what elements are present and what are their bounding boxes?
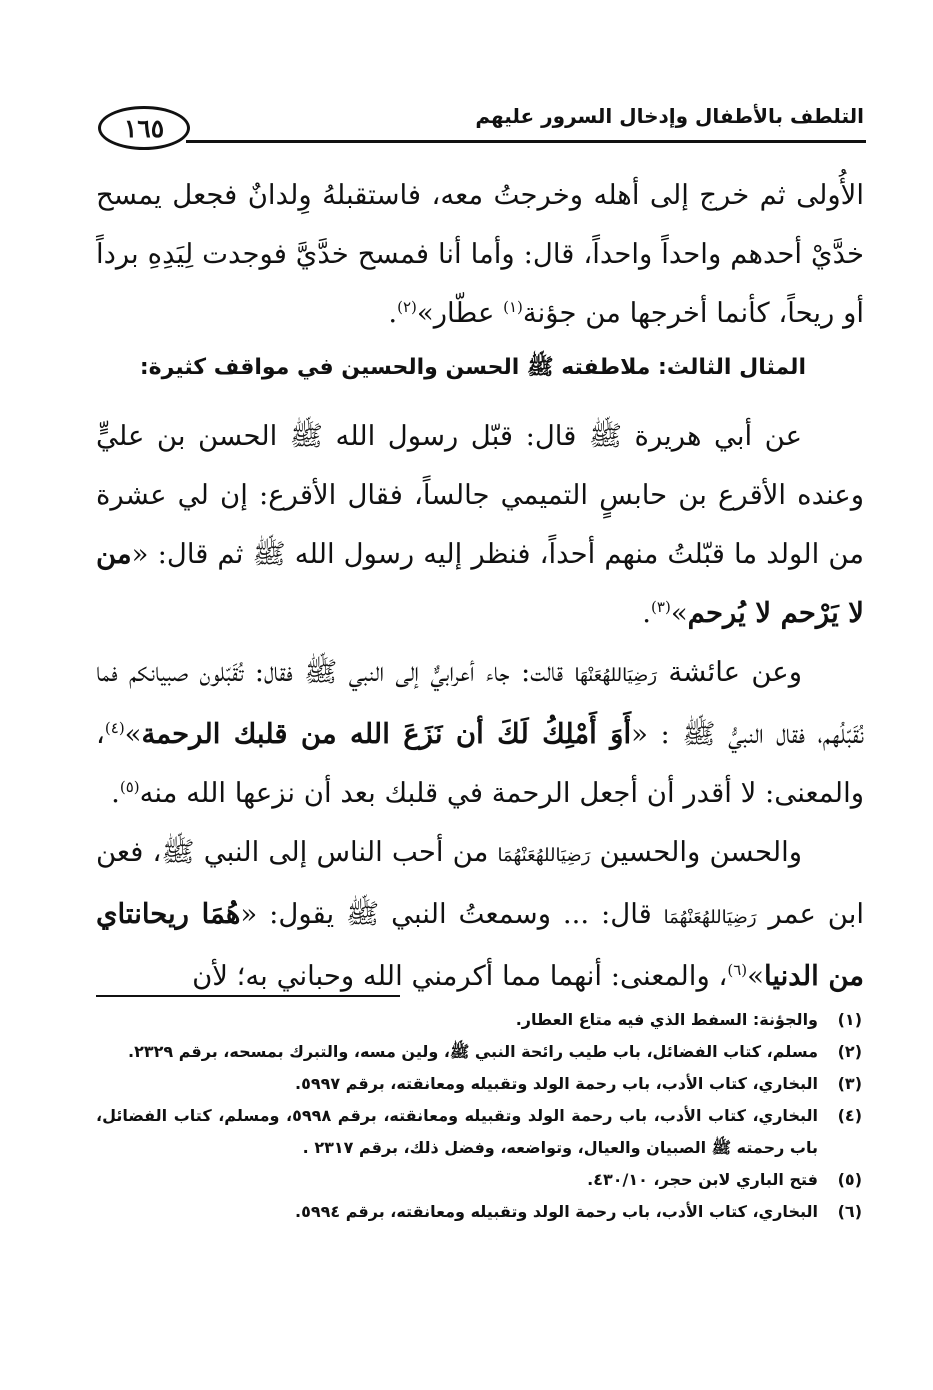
footnote-separator xyxy=(96,995,400,997)
footnote-item xyxy=(96,1196,864,1228)
paragraph-1-tail: . xyxy=(388,297,398,329)
paragraph-2 xyxy=(96,407,864,643)
footnote-ref-4: (٤) xyxy=(104,718,125,737)
hadith-quote-3: هُمَا ريحانتاي من الدنيا xyxy=(96,898,864,992)
honorific-glyph: رَضِيَاللهُعَنْهُمَا xyxy=(497,845,591,866)
paragraph-3-mid: قالت: جاء أعرابيٌّ إلى النبي ﷺ فقال: تُقَبّلون صبيانكم فما نُقَبّلُهم، فقال النبيُّ ﷺ : « xyxy=(96,656,864,750)
honorific-glyph: رَضِيَاللهُعَنْهَا xyxy=(574,665,658,686)
quote-close-2: » xyxy=(124,718,142,750)
hadith-quote-1: من لا يَرْحم لا يُرحم xyxy=(96,538,864,629)
footnote-ref-2: (٢) xyxy=(397,297,417,316)
footnote-text: البخاري، كتاب الأدب، باب رحمة الولد وتقبيله ومعانقته، برقم ٥٩٩٨، ومسلم، كتاب الفضائل، باب رحمته ﷺ الصبيان والعيال، وتواضعه، وفضل ذلك، برقم ٢٣١٧ . xyxy=(96,1106,818,1157)
footnote-text: فتح الباري لابن حجر، ٤٣٠/١٠. xyxy=(587,1170,818,1189)
paragraph-4-mid2: قال: ... وسمعتُ النبي ﷺ يقول: « xyxy=(240,898,664,930)
paragraph-4-end: ، والمعنى: أنهما مما أكرمني الله وحباني به؛ لأن xyxy=(192,960,728,992)
chapter-title: التلطف بالأطفال وإدخال السرور عليهم xyxy=(475,104,864,128)
footnote-ref-1: (١) xyxy=(503,297,523,316)
footnote-number: (٢) xyxy=(837,1042,862,1061)
paragraph-4-text: والحسن والحسين xyxy=(590,836,802,868)
running-header xyxy=(96,100,866,160)
paragraph-4 xyxy=(96,823,864,1006)
footnote-ref-3: (٣) xyxy=(651,597,671,616)
quote-close-1: » xyxy=(670,597,688,629)
footnote-item xyxy=(96,1164,864,1196)
footnote-number: (٤) xyxy=(837,1106,862,1125)
footnote-number: (٥) xyxy=(837,1170,862,1189)
footnote-text: مسلم، كتاب الفضائل، باب طيب رائحة النبي ﷺ، ولين مسه، والتبرك بمسحه، برقم ٢٣٢٩. xyxy=(128,1042,818,1061)
paragraph-1-text: الأُولى ثم خرج إلى أهله وخرجتُ معه، فاستقبلهُ وِلدانٌ فجعل يمسح خدَّيْ أحدهم واحداً واحداً، قال: وأما أنا فمسح خدَّيَّ فوجدت لِيَدِهِ برداً أو ريحاً، كأنما أخرجها من جؤنة xyxy=(96,179,864,329)
footnote-text: البخاري، كتاب الأدب، باب رحمة الولد وتقبيله ومعانقته، برقم ٥٩٩٤. xyxy=(295,1202,818,1221)
footnote-number: (٣) xyxy=(837,1074,862,1093)
page-number: ١٦٥ xyxy=(98,106,190,150)
paragraph-1-end: عطّار» xyxy=(416,297,504,329)
hadith-quote-2: أَوَ أَمْلِكُ لَكَ أن نَزَعَ الله من قلبك الرحمة xyxy=(141,718,632,750)
paragraph-4-mid: من أحب الناس إلى النبي ﷺ، فعن ابن عمر xyxy=(96,836,864,930)
footnote-ref-5: (٥) xyxy=(119,777,140,796)
main-text xyxy=(96,166,864,1006)
paragraph-2-end: . xyxy=(642,597,652,629)
footnote-text: والجؤنة: السفط الذي فيه متاع العطار. xyxy=(515,1010,818,1029)
footnote-item xyxy=(96,1100,864,1164)
paragraph-1 xyxy=(96,166,864,343)
paragraph-3-text: وعن عائشة xyxy=(657,656,803,688)
paragraph-2-text: عن أبي هريرة ﷺ قال: قبّل رسول الله ﷺ الحسن بن عليٍّ وعنده الأقرع بن حابسٍ التميمي جالساً، فقال الأقرع: إن لي عشرة من الولد ما قبّلتُ منهم أحداً، فنظر إليه رسول الله ﷺ ثم قال: « xyxy=(96,420,864,570)
paragraph-3 xyxy=(96,643,864,823)
paragraph-3-end: . xyxy=(111,777,120,809)
footnote-number: (١) xyxy=(837,1010,862,1029)
footnote-ref-6: (٦) xyxy=(727,960,748,979)
footnote-number: (٦) xyxy=(837,1202,862,1221)
footnote-text: البخاري، كتاب الأدب، باب رحمة الولد وتقبيله ومعانقته، برقم ٥٩٩٧. xyxy=(295,1074,818,1093)
paragraph-3-after: ، والمعنى: لا أقدر أن أجعل الرحمة في قلبك بعد أن نزعها الله منه xyxy=(96,718,864,809)
footnote-item xyxy=(96,1004,864,1036)
footnote-item xyxy=(96,1068,864,1100)
quote-close-3: » xyxy=(747,960,764,992)
honorific-glyph: رَضِيَاللهُعَنْهُمَا xyxy=(663,907,757,928)
header-rule xyxy=(186,140,866,143)
section-heading: المثال الثالث: ملاطفته ﷺ الحسن والحسين في مواقف كثيرة: xyxy=(139,355,806,380)
footnote-item xyxy=(96,1036,864,1068)
footnotes-list xyxy=(96,1004,864,1228)
